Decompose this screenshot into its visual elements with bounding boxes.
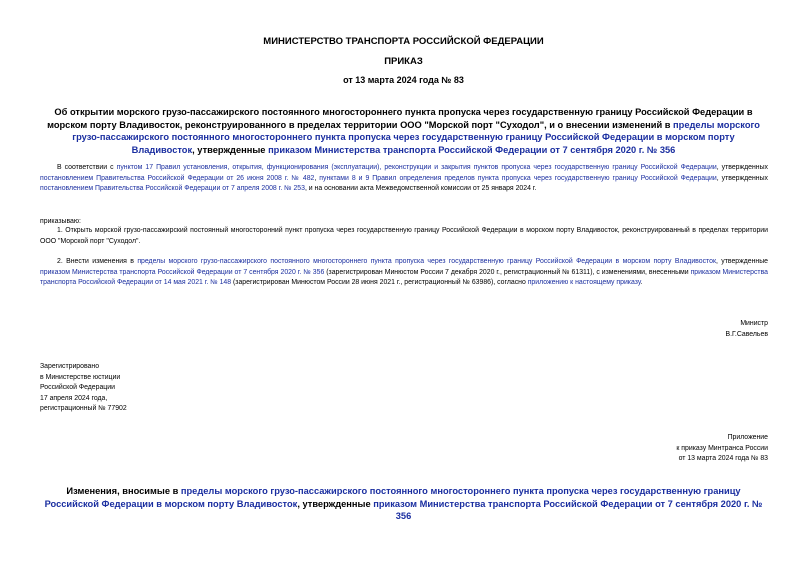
registration-line: в Министерстве юстиции: [40, 373, 121, 381]
paragraph-text: 2. Внести изменения в: [57, 258, 138, 265]
registration-line: Российской Федерации: [40, 384, 115, 391]
title-link-port-limits[interactable]: пределы морского грузо-пассажирского постоянного многостороннего пункта пропуска через государственную границу Российской Федерации в морском порту Владивосток: [72, 119, 760, 155]
signature-block: [726, 319, 769, 340]
appendix-title: [44, 485, 763, 523]
paragraph-text: , утвержденных: [716, 174, 768, 182]
paragraph-text: , утвержденных: [716, 164, 768, 171]
appendix-title-link-order-356[interactable]: приказом Министерства транспорта Российской Федерации от 7 сентября 2020 г. № 356: [373, 498, 763, 521]
link-order-148[interactable]: приказом Министерства транспорта Российской Федерации от 14 мая 2021 г. № 148: [40, 268, 768, 286]
registration-block: [40, 362, 127, 415]
paragraph-text: , утвержденные: [715, 258, 768, 265]
paragraph-text: (зарегистрирован Минюстом России 28 июня 2021 г., регистрационный № 63986), согласно: [231, 279, 528, 286]
appendix-line: от 13 марта 2024 года № 83: [678, 455, 768, 462]
paragraph-text: ,: [314, 174, 320, 182]
document-type: ПРИКАЗ: [384, 56, 423, 67]
link-rules-item-17[interactable]: пунктом 17 Правил установления, открытия, функционирования (эксплуатации), реконструкции и закрытия пунктов пропуска через государственную границу Российской Федерации: [116, 164, 717, 171]
order-date-number: от 13 марта 2024 года № 83: [343, 75, 464, 85]
item-2-paragraph: [40, 257, 768, 289]
registration-line: 17 апреля 2024 года,: [40, 394, 108, 402]
ministry-heading: МИНИСТЕРСТВО ТРАНСПОРТА РОССИЙСКОЙ ФЕДЕРАЦИИ: [263, 36, 544, 47]
paragraph-text: .: [640, 279, 643, 286]
link-rules-items-8-9[interactable]: пунктами 8 и 9 Правил определения пределов пункта пропуска через государственную границу Российской Федерации: [319, 174, 717, 182]
link-resolution-482[interactable]: постановлением Правительства Российской Федерации от 26 июня 2008 г. № 482: [40, 174, 315, 182]
orders-word: приказываю:: [40, 218, 81, 225]
registration-line: Зарегистрировано: [40, 363, 100, 370]
title-text: , утвержденные: [192, 144, 269, 155]
appendix-line: к приказу Минтранса России: [676, 444, 768, 452]
appendix-line: Приложение: [727, 434, 768, 441]
link-appendix[interactable]: приложению к настоящему приказу: [527, 279, 641, 286]
paragraph-text: , и на основании акта Межведомственной комиссии от 25 января 2024 г.: [304, 185, 537, 192]
title-link-order-356[interactable]: приказом Министерства транспорта Российской Федерации от 7 сентября 2020 г. № 356: [268, 144, 676, 155]
appendix-block: [676, 433, 768, 465]
paragraph-text: В соответствии с: [57, 164, 117, 171]
paragraph-text: (зарегистрирован Минюстом России 7 декабря 2020 г., регистрационный № 61311), с изменениями, внесенными: [324, 268, 691, 276]
appendix-title-text: Изменения, вносимые в: [66, 486, 181, 496]
link-port-limits[interactable]: пределы морского грузо-пассажирского постоянного многостороннего пункта пропуска через государственную границу Российской Федерации в морском порту Владивосток: [137, 258, 716, 265]
registration-line: регистрационный № 77902: [40, 405, 127, 412]
link-resolution-253[interactable]: постановлением Правительства Российской Федерации от 7 апреля 2008 г. № 253: [40, 185, 305, 192]
order-title: [44, 106, 763, 156]
preamble-paragraph: [40, 163, 768, 195]
appendix-title-link-port-limits[interactable]: пределы морского грузо-пассажирского постоянного многостороннего пункта пропуска через государственную границу Российской Федерации в морском порту Владивосток: [44, 486, 741, 509]
link-order-356[interactable]: приказом Министерства транспорта Российской Федерации от 7 сентября 2020 г. № 356: [40, 268, 325, 276]
appendix-title-text: , утвержденные: [297, 498, 374, 509]
title-text: Об открытии морского грузо-пассажирского постоянного многостороннего пункта пропуска через государственную границу Российской Федерации в морском порту Владивосток, реконструированного в пределах территории ООО "Морской порт "Суходол", и о внесении изменений в: [47, 107, 753, 130]
signature-name: В.Г.Савельев: [725, 330, 768, 338]
signature-position: Министр: [740, 320, 768, 327]
item-1-paragraph: 1. Открыть морской грузо-пассажирский постоянный многосторонний пункт пропуска через государственную границу Российской Федерации в морском порту Владивосток, реконструированный в пределах территории ООО "Морской порт "Суходол".: [40, 227, 768, 245]
